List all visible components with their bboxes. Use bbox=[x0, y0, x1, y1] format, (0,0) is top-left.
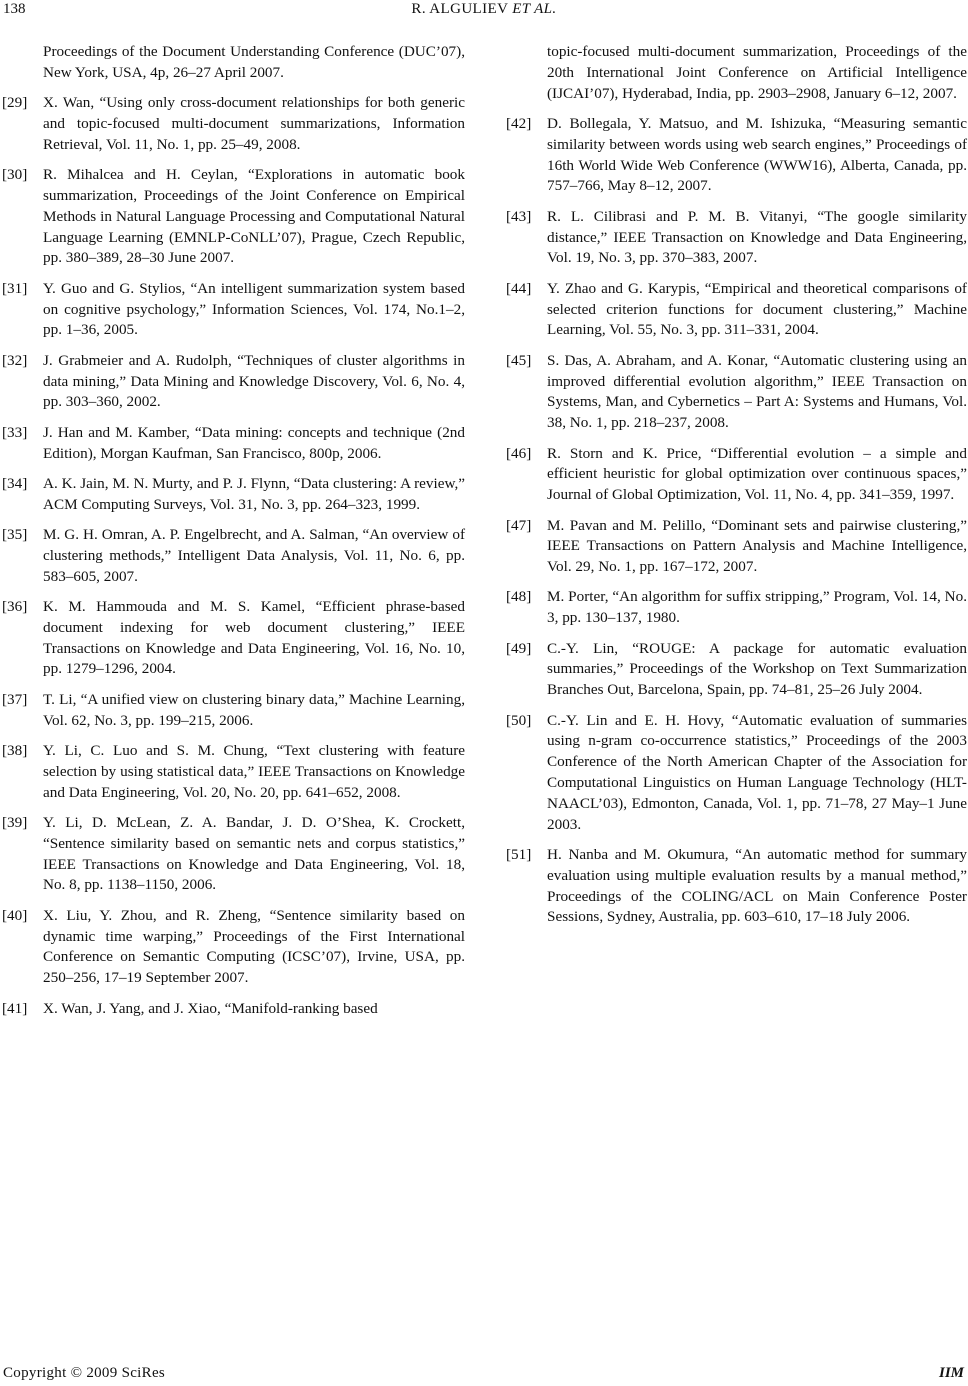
reference-number: [37] bbox=[2, 690, 28, 708]
reference-number: [42] bbox=[506, 114, 532, 132]
reference-32 bbox=[2, 351, 465, 413]
reference-33 bbox=[2, 423, 465, 465]
reference-number: [50] bbox=[506, 711, 532, 729]
reference-text: J. Grabmeier and A. Rudolph, “Techniques of cluster algorithms in data mining,” Data Mining and Knowledge Discovery, Vol. 6, No. 4, pp. 303–360, 2002. bbox=[43, 351, 465, 411]
reference-number: [36] bbox=[2, 598, 28, 616]
copyright-notice: Copyright © 2009 SciRes bbox=[3, 1365, 166, 1381]
journal-abbreviation: IIM bbox=[938, 1365, 964, 1381]
running-head-etal: ET AL. bbox=[512, 1, 557, 17]
reference-number: [33] bbox=[2, 423, 28, 441]
reference-text: M. Porter, “An algorithm for suffix stripping,” Program, Vol. 14, No. 3, pp. 130–137, 1980. bbox=[547, 588, 967, 627]
reference-text: R. L. Cilibrasi and P. M. B. Vitanyi, “The google similarity distance,” IEEE Transaction on Knowledge and Data Engineering, Vol. 19, No. 3, pp. 370–383, 2007. bbox=[547, 207, 967, 267]
reference-number: [48] bbox=[506, 588, 532, 606]
reference-number: [45] bbox=[506, 351, 532, 369]
reference-text: R. Storn and K. Price, “Differential evolution – a simple and efficient heuristic for global optimization over continuous spaces,” Journal of Global Optimization, Vol. 11, No. 4, pp. 341–359, 1997. bbox=[547, 444, 967, 504]
reference-text: K. M. Hammouda and M. S. Kamel, “Efficient phrase-based document indexing for web document clustering,” IEEE Transactions on Knowledge and Data Engineering, Vol. 16, No. 10, pp. 1279–1296, 2004. bbox=[43, 598, 465, 678]
reference-number: [41] bbox=[2, 999, 28, 1017]
reference-text: M. Pavan and M. Pelillo, “Dominant sets and pairwise clustering,” IEEE Transactions on Pattern Analysis and Machine Intelligence, Vol. 29, No. 1, pp. 167–172, 2007. bbox=[547, 516, 967, 576]
reference-text: M. G. H. Omran, A. P. Engelbrecht, and A. Salman, “An overview of clustering methods,” Intelligent Data Analysis, Vol. 11, No. 6, pp. 583–605, 2007. bbox=[43, 526, 465, 585]
reference-text: Y. Guo and G. Stylios, “An intelligent summarization system based on cognitive psychology,” Information Sciences, Vol. 174, No.1–2, pp. 1–36, 2005. bbox=[43, 279, 465, 339]
reference-36 bbox=[2, 597, 465, 680]
reference-text: C.-Y. Lin, “ROUGE: A package for automatic evaluation summaries,” Proceedings of the Workshop on Text Summarization Branches Out, Barcelona, Spain, pp. 74–81, 25–26 July 2004. bbox=[547, 639, 967, 699]
reference-text: H. Nanba and M. Okumura, “An automatic method for summary evaluation using multiple evaluation results by a manual method,” Proceedings of the COLING/ACL on Main Conference Poster Sessions, Sydney, Australia, pp. 603–610, 17–18 July 2006. bbox=[547, 846, 967, 926]
reference-number: [29] bbox=[2, 94, 28, 112]
reference-text: X. Wan, “Using only cross-document relationships for both generic and topic-focused multi-document summarizations, Information Retrieval, Vol. 11, No. 1, pp. 25–49, 2008. bbox=[43, 94, 465, 153]
reference-continuation bbox=[506, 42, 967, 104]
reference-number: [38] bbox=[2, 742, 28, 760]
reference-number: [44] bbox=[506, 279, 532, 297]
reference-37 bbox=[2, 690, 465, 732]
reference-number: [30] bbox=[2, 166, 28, 184]
reference-number: [49] bbox=[506, 639, 532, 657]
reference-number: [40] bbox=[2, 906, 28, 924]
reference-41 bbox=[2, 999, 465, 1020]
reference-39 bbox=[2, 813, 465, 896]
reference-continuation bbox=[2, 42, 465, 84]
reference-number: [31] bbox=[2, 279, 28, 297]
reference-40 bbox=[2, 906, 465, 989]
page-number: 138 bbox=[3, 1, 26, 17]
reference-35 bbox=[2, 525, 465, 587]
reference-34 bbox=[2, 474, 465, 516]
reference-number: [46] bbox=[506, 444, 532, 462]
reference-number: [39] bbox=[2, 814, 28, 832]
reference-text: C.-Y. Lin and E. H. Hovy, “Automatic evaluation of summaries using n-gram co-occurrence statistics,” Proceedings of the 2003 Conference of the North American Chapter of the Association for Computational Linguistics on Human Language Technology (HLT-NAACL’03), Edmonton, Canada, Vol. 1, pp. 71–78, 27 May–1 June 2003. bbox=[547, 711, 967, 833]
running-head-authors: R. ALGULIEV bbox=[411, 1, 509, 17]
reference-text: X. Wan, J. Yang, and J. Xiao, “Manifold-ranking based bbox=[43, 999, 378, 1017]
reference-text: D. Bollegala, Y. Matsuo, and M. Ishizuka, “Measuring semantic similarity between words using web search engines,” Proceedings of 16th World Wide Web Conference (WWW16), Alberta, Canada, pp. 757–766, May 8–12, 2007. bbox=[547, 114, 967, 195]
reference-text: T. Li, “A unified view on clustering binary data,” Machine Learning, Vol. 62, No. 3, pp. 199–215, 2006. bbox=[43, 690, 465, 729]
page-footer bbox=[0, 1365, 968, 1385]
reference-text: Y. Li, D. McLean, Z. A. Bandar, J. D. O’Shea, K. Crockett, “Sentence similarity based on semantic nets and corpus statistics,” IEEE Transactions on Knowledge and Data Engineering, Vol. 18, No. 8, pp. 1138–1150, 2006. bbox=[43, 814, 465, 894]
reference-51 bbox=[506, 845, 967, 928]
reference-text: S. Das, A. Abraham, and A. Konar, “Automatic clustering using an improved differential evolution algorithm,” IEEE Transaction on Systems, Man, and Cybernetics – Part A: Systems and Humans, Vol. 38, No. 1, pp. 218–237, 2008. bbox=[547, 351, 967, 432]
reference-47 bbox=[506, 516, 967, 578]
reference-text: Y. Li, C. Luo and S. M. Chung, “Text clustering with feature selection by using statistical data,” IEEE Transactions on Knowledge and Data Engineering, Vol. 20, No. 20, pp. 641–652, 2008. bbox=[43, 742, 465, 801]
reference-text: J. Han and M. Kamber, “Data mining: concepts and technique (2nd Edition), Morgan Kaufman, San Francisco, 800p, 2006. bbox=[43, 423, 465, 462]
reference-29 bbox=[2, 93, 465, 155]
reference-46 bbox=[506, 444, 967, 506]
reference-text: R. Mihalcea and H. Ceylan, “Explorations in automatic book summarization, Proceedings of the Joint Conference on Empirical Methods in Natural Language Processing and Computational Natural Language Learning (EMNLP-CoNLL’07), Prague, Czech Republic, pp. 380–389, 28–30 June 2007. bbox=[43, 166, 465, 267]
reference-44 bbox=[506, 279, 967, 341]
reference-50 bbox=[506, 711, 967, 836]
reference-text: Y. Zhao and G. Karypis, “Empirical and theoretical comparisons of selected criterion functions for document clustering,” Machine Learning, Vol. 55, No. 3, pp. 311–331, 2004. bbox=[547, 279, 967, 339]
reference-number: [35] bbox=[2, 526, 28, 544]
reference-31 bbox=[2, 279, 465, 341]
page-header bbox=[0, 0, 968, 24]
reference-30 bbox=[2, 165, 465, 269]
reference-number: [43] bbox=[506, 207, 532, 225]
left-column bbox=[2, 42, 465, 1029]
reference-38 bbox=[2, 741, 465, 803]
reference-number: [47] bbox=[506, 516, 532, 534]
running-head bbox=[0, 1, 968, 18]
reference-45 bbox=[506, 351, 967, 434]
reference-text: Proceedings of the Document Understanding Conference (DUC’07), New York, USA, 4p, 26–27 April 2007. bbox=[43, 43, 465, 81]
reference-text: A. K. Jain, M. N. Murty, and P. J. Flynn, “Data clustering: A review,” ACM Computing Surveys, Vol. 31, No. 3, pp. 264–323, 1999. bbox=[43, 474, 465, 513]
reference-text: topic-focused multi-document summarization, Proceedings of the 20th International Joint Conference on Artificial Intelligence (IJCAI’07), Hyderabad, India, pp. 2903–2908, January 6–12, 2007. bbox=[547, 43, 967, 102]
reference-number: [51] bbox=[506, 846, 532, 864]
reference-text: X. Liu, Y. Zhou, and R. Zheng, “Sentence similarity based on dynamic time warping,” Proceedings of the First International Conference on Semantic Computing (ICSC’07), Irvine, USA, pp. 250–256, 17–19 September 2007. bbox=[43, 906, 465, 987]
reference-number: [32] bbox=[2, 351, 28, 369]
reference-48 bbox=[506, 587, 967, 629]
reference-number: [34] bbox=[2, 474, 28, 492]
right-column bbox=[506, 42, 967, 938]
reference-49 bbox=[506, 639, 967, 701]
reference-42 bbox=[506, 114, 967, 197]
reference-43 bbox=[506, 207, 967, 269]
